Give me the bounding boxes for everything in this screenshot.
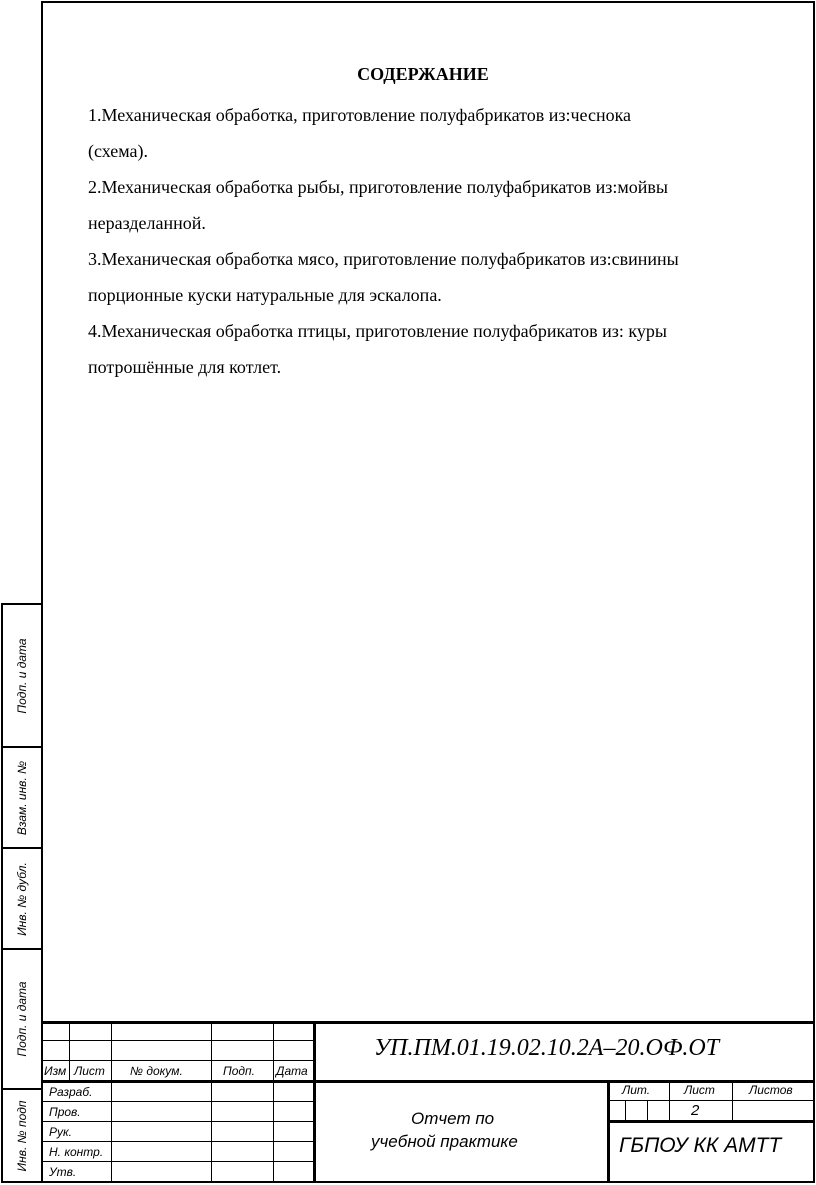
document-name-line1: Отчет по — [411, 1109, 495, 1128]
grid-line — [69, 1021, 70, 1080]
toc-item — [88, 97, 778, 169]
lit-label: Лит. — [622, 1083, 651, 1097]
grid-line — [211, 1021, 212, 1183]
organization-name: ГБПОУ КК АМТТ — [619, 1134, 782, 1157]
page-title: СОДЕРЖАНИЕ — [357, 64, 489, 84]
stamp-border-top — [41, 1021, 815, 1024]
side-label: Подп. и дата — [15, 637, 29, 714]
toc-line: 1.Механическая обработка, приготовление полуфабрикатов из:чеснока — [88, 105, 632, 125]
side-label: Взам. инв. № — [15, 760, 29, 835]
toc-line: (схема). — [88, 141, 149, 161]
grid-line — [647, 1100, 648, 1121]
grid-line — [273, 1021, 274, 1183]
document-code: УП.ПМ.01.19.02.10.2А–20.ОФ.ОТ — [374, 1035, 720, 1061]
role-label: Утв. — [49, 1165, 77, 1179]
toc-line: 2.Механическая обработка рыбы, приготовление полуфабрикатов из:мойвы — [88, 177, 668, 197]
side-strip — [1, 603, 41, 1183]
side-cell-replace-inv — [3, 748, 41, 849]
toc-line: неразделанной. — [88, 213, 206, 233]
toc-line: 4.Механическая обработка птицы, приготовление полуфабрикатов из: куры — [88, 321, 667, 341]
grid-line — [313, 1021, 316, 1183]
header-col-label: № докум. — [130, 1064, 183, 1078]
role-label: Рук. — [49, 1125, 73, 1139]
title-block — [41, 1021, 815, 1183]
side-cell-sign-date-1 — [3, 605, 41, 748]
role-label: Разраб. — [49, 1085, 93, 1099]
sheet-label: Лист — [684, 1083, 715, 1097]
toc-line: 3.Механическая обработка мясо, приготовление полуфабрикатов из:свинины — [88, 249, 679, 269]
side-cell-sign-date-2 — [3, 950, 41, 1090]
grid-line — [607, 1120, 815, 1123]
grid-line — [607, 1100, 815, 1101]
document-name-line2: учебной практике — [371, 1132, 518, 1151]
main-content — [88, 64, 778, 385]
role-label: Пров. — [49, 1105, 81, 1119]
toc-item — [88, 241, 778, 313]
grid-line — [732, 1080, 733, 1121]
side-label: Подп. и дата — [15, 981, 29, 1057]
side-label: Инв. № дубл. — [15, 861, 29, 936]
header-col-label: Дата — [276, 1064, 308, 1078]
side-cell-dup-inv — [3, 849, 41, 950]
header-col-label: Изм — [44, 1064, 67, 1078]
role-label: Н. контр. — [49, 1145, 104, 1159]
side-label: Инв. № подп — [15, 1100, 29, 1171]
grid-line — [111, 1021, 112, 1183]
sheet-number: 2 — [691, 1102, 700, 1119]
grid-line — [625, 1100, 626, 1121]
toc-item — [88, 169, 778, 241]
header-col-label: Подп. — [223, 1064, 255, 1078]
toc-line: порционные куски натуральные для эскалопа. — [88, 285, 442, 305]
sheets-label: Листов — [749, 1083, 793, 1097]
header-col-label: Лист — [74, 1064, 105, 1078]
grid-line — [669, 1080, 670, 1121]
toc-item — [88, 313, 778, 385]
side-cell-orig-inv — [3, 1090, 41, 1181]
toc-line: потрошённые для котлет. — [88, 357, 282, 377]
grid-line — [607, 1080, 610, 1183]
